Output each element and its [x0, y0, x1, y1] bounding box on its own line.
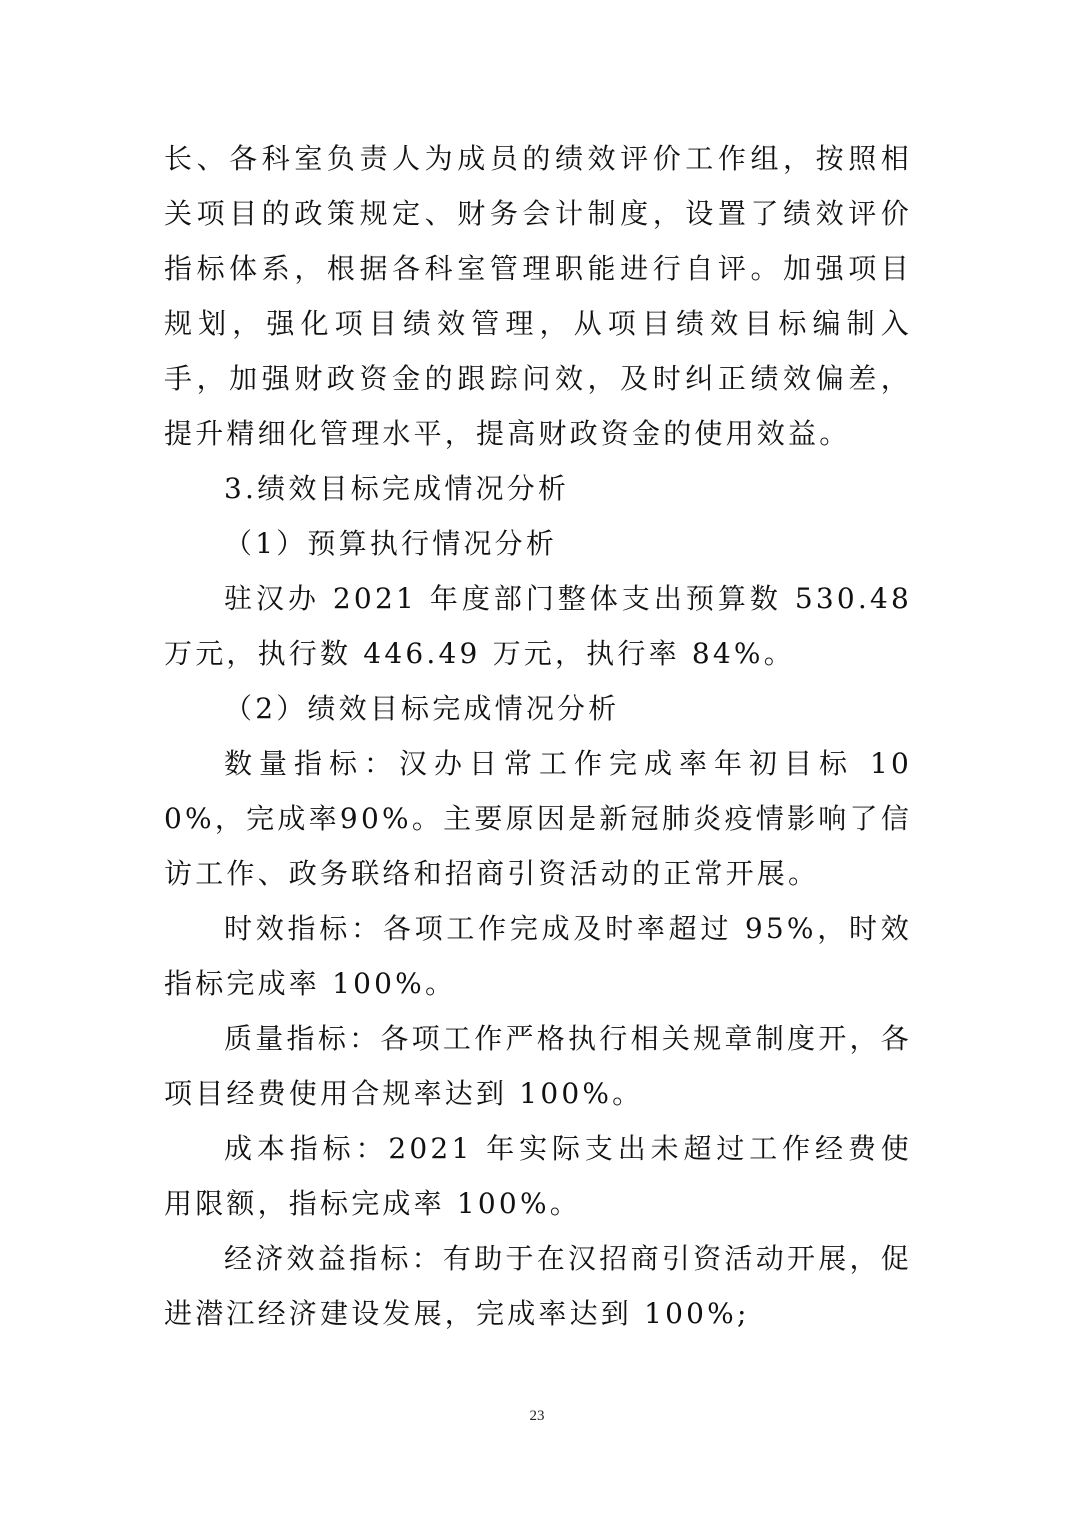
subsection-heading-target-completion: （2）绩效目标完成情况分析 — [224, 692, 620, 725]
subsection-heading-budget-execution: （1）预算执行情况分析 — [224, 527, 558, 560]
paragraph-budget-execution: 驻汉办 2021 年度部门整体支出预算数 530.48 万元，执行数 446.49 万元，执行率 84%。 — [164, 582, 912, 670]
paragraph-quality-indicator: 质量指标：各项工作严格执行相关规章制度开，各项目经费使用合规率达到 100%。 — [164, 1022, 912, 1110]
paragraph-economic-benefit-indicator: 经济效益指标：有助于在汉招商引资活动开展，促进潜江经济建设发展，完成率达到 100%; — [164, 1242, 912, 1330]
document-body — [164, 131, 912, 1341]
paragraph-quantity-indicator: 数量指标：汉办日常工作完成率年初目标 100%，完成率90%。主要原因是新冠肺炎疫情影响了信访工作、政务联络和招商引资活动的正常开展。 — [164, 747, 912, 890]
paragraph-cost-indicator: 成本指标：2021 年实际支出未超过工作经费使用限额，指标完成率 100%。 — [164, 1132, 912, 1220]
paragraph-continuation: 长、各科室负责人为成员的绩效评价工作组，按照相关项目的政策规定、财务会计制度，设置了绩效评价指标体系，根据各科室管理职能进行自评。加强项目规划，强化项目绩效管理，从项目绩效目标编制入手，加强财政资金的跟踪问效，及时纠正绩效偏差，提升精细化管理水平，提高财政资金的使用效益。 — [164, 142, 912, 450]
page-number: 23 — [529, 1408, 545, 1424]
paragraph-timeliness-indicator: 时效指标：各项工作完成及时率超过 95%，时效指标完成率 100%。 — [164, 912, 912, 1000]
section-heading-performance-analysis: 3.绩效目标完成情况分析 — [224, 472, 570, 505]
